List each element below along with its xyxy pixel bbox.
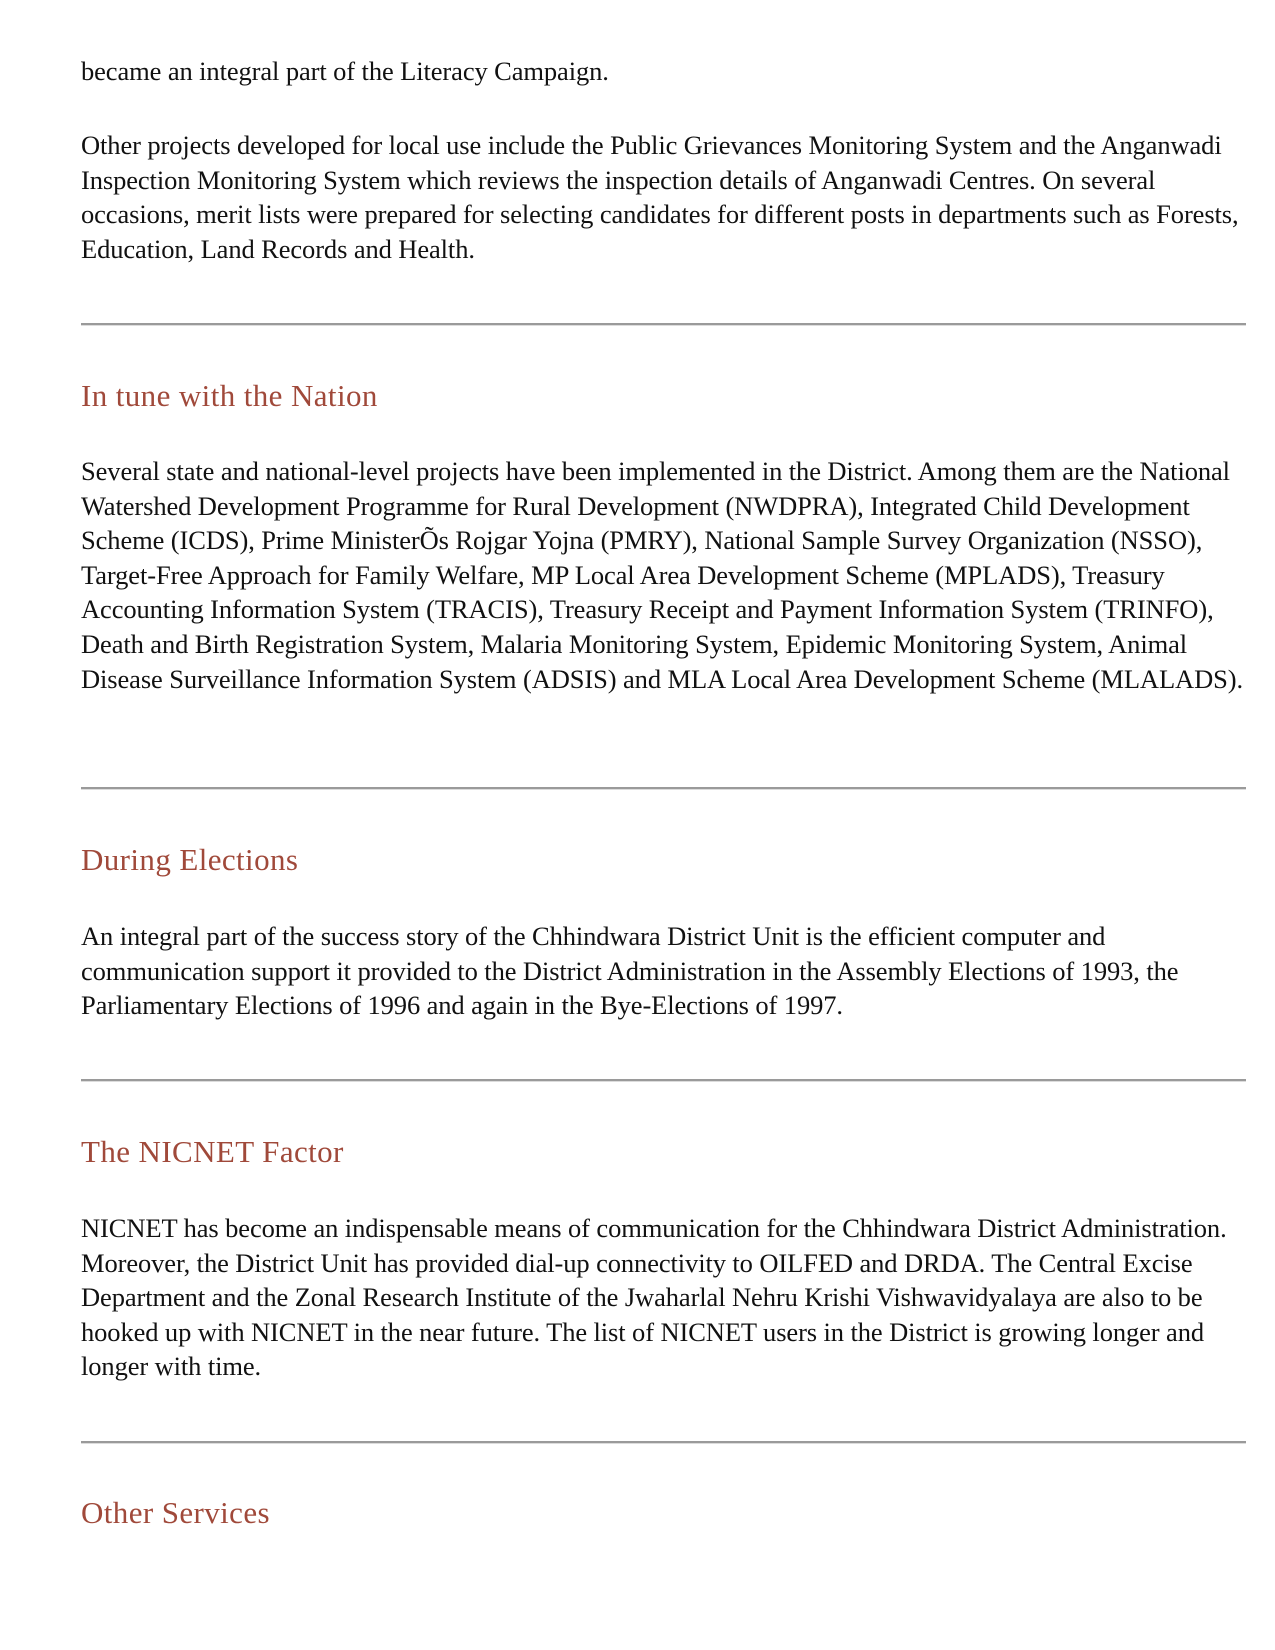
elections-paragraph: An integral part of the success story of the Chhindwara District Unit is the efficient computer and communication support it provided to the District Administration in the Assembly Elections of 1993, the Parliamentary Elections of 1996 and again in the Bye-Elections of 1997. [81,921,1179,1021]
section-heading-elections: During Elections [81,842,299,877]
section-divider [81,787,1246,790]
intro-tail-paragraph: became an integral part of the Literacy Campaign. [81,56,609,86]
section-heading-nicnet: The NICNET Factor [81,1134,344,1169]
local-projects-paragraph: Other projects developed for local use include the Public Grievances Monitoring System and the Anganwadi Inspection Monitoring System which reviews the inspection details of Anganwadi Centres. On several occasions, merit lists were prepared for selecting candidates for different posts in departments such as Forests, Education, Land Records and Health. [81,130,1239,264]
section-divider [81,323,1246,326]
section-heading-other-services: Other Services [81,1495,270,1530]
section-divider [81,1441,1246,1444]
section-heading-nation: In tune with the Nation [81,378,378,413]
nicnet-paragraph: NICNET has become an indispensable means of communication for the Chhindwara District Administration. Moreover, the District Unit has provided dial-up connectivity to OILFED and DRDA. The Central Excise Department and the Zonal Research Institute of the Jwaharlal Nehru Krishi Vishwavidyalaya are also to be hooked up with NICNET in the near future. The list of NICNET users in the District is growing longer and longer with time. [81,1213,1227,1382]
nation-paragraph: Several state and national-level projects have been implemented in the District. Among them are the National Watershed Development Programme for Rural Development (NWDPRA), Integrated Child Development Scheme (ICDS), Prime MinisterÕs Rojgar Yojna (PMRY), National Sample Survey Organization (NSSO), Target-Free Approach for Family Welfare, MP Local Area Development Scheme (MPLADS), Treasury Accounting Information System (TRACIS), Treasury Receipt and Payment Information System (TRINFO), Death and Birth Registration System, Malaria Monitoring System, Epidemic Monitoring System, Animal Disease Surveillance Information System (ADSIS) and MLA Local Area Development Scheme (MLALADS). [81,456,1244,694]
section-divider [81,1079,1246,1082]
